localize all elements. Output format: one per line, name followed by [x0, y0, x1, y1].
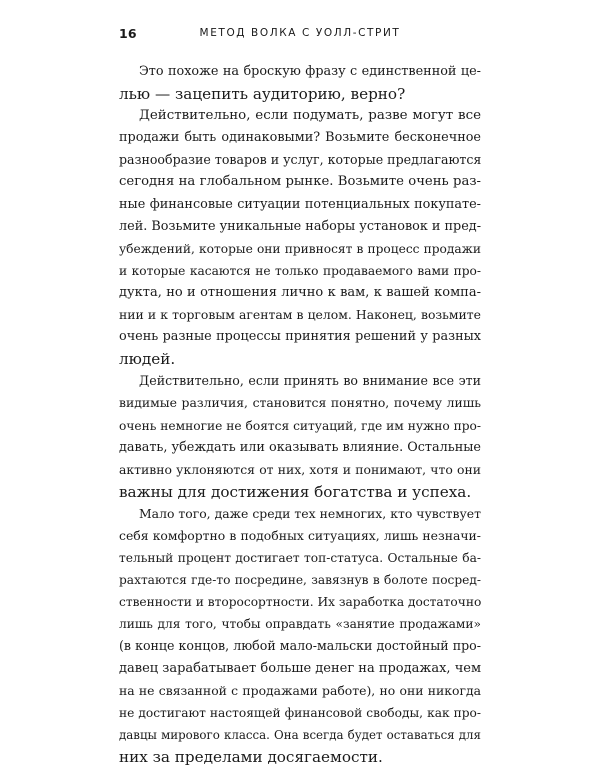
text-line: не достигают настоящей финансовой свободы, как про-: [119, 705, 481, 720]
text-line: давцы мирового класса. Она всегда будет оставаться для: [119, 727, 481, 742]
page-header: [119, 26, 481, 42]
text-line: ственности и второсортности. Их заработка достаточно: [119, 595, 482, 610]
text-line: лью — зацепить аудиторию, верно?: [119, 85, 406, 104]
text-line: Мало того, даже среди тех немногих, кто чувствует: [139, 505, 481, 521]
text-line: видимые различия, становится понятно, почему лишь: [119, 395, 481, 411]
text-line: сегодня на глобальном рынке. Возьмите очень раз-: [119, 174, 481, 190]
text-line: на не связанной с продажами работе), но они никогда: [119, 682, 481, 698]
text-line: лей. Возьмите уникальные наборы установок и пред-: [119, 218, 482, 234]
text-line: людей.: [119, 350, 176, 369]
text-line: рахтаются где-то посредине, завязнув в болоте посред-: [119, 573, 481, 588]
text-line: нии и к торговым агентам в целом. Наконец, возьмите: [119, 307, 481, 323]
text-line: продажи быть одинаковыми? Возьмите бесконечное: [119, 130, 481, 146]
text-line: лишь для того, чтобы оправдать «занятие продажами»: [119, 617, 481, 632]
text-line: давать, убеждать или оказывать влияние. Остальные: [119, 439, 481, 455]
text-line: важны для достижения богатства и успеха.: [119, 482, 472, 501]
text-line: давец зарабатывает больше денег на продажах, чем: [119, 660, 482, 676]
text-line: очень немногие не боятся ситуаций, где им нужно про-: [119, 418, 481, 433]
page-number: 16: [119, 26, 137, 41]
text-line: ные финансовые ситуации потенциальных покупате-: [119, 196, 481, 212]
text-line: дукта, но и отношения лично к вам, к вашей компа-: [119, 284, 481, 300]
text-line: них за пределами досягаемости.: [119, 747, 383, 766]
running-head: МЕТОД ВОЛКА С УОЛЛ-СТРИТ: [199, 27, 401, 39]
text-line: Это похоже на броскую фразу с единственной це-: [139, 64, 481, 79]
text-line: тельный процент достигает топ-статуса. Остальные ба-: [119, 551, 481, 566]
text-line: убеждений, которые они привносят в процесс продажи: [119, 241, 481, 256]
body-text: [119, 61, 481, 768]
text-line: активно уклоняются от них, хотя и понимают, что они: [119, 461, 481, 477]
text-line: (в конце концов, любой мало-мальски достойный про-: [119, 638, 481, 654]
text-line: себя комфортно в подобных ситуациях, лишь незначи-: [119, 527, 481, 543]
text-line: Действительно, если принять во внимание все эти: [139, 373, 481, 389]
text-line: и которые касаются не только продаваемого вами про-: [119, 263, 481, 278]
text-line: Действительно, если подумать, разве могут все: [139, 108, 481, 124]
text-line: очень разные процессы принятия решений у разных: [119, 329, 481, 345]
text-line: разнообразие товаров и услуг, которые предлагаются: [119, 152, 482, 168]
